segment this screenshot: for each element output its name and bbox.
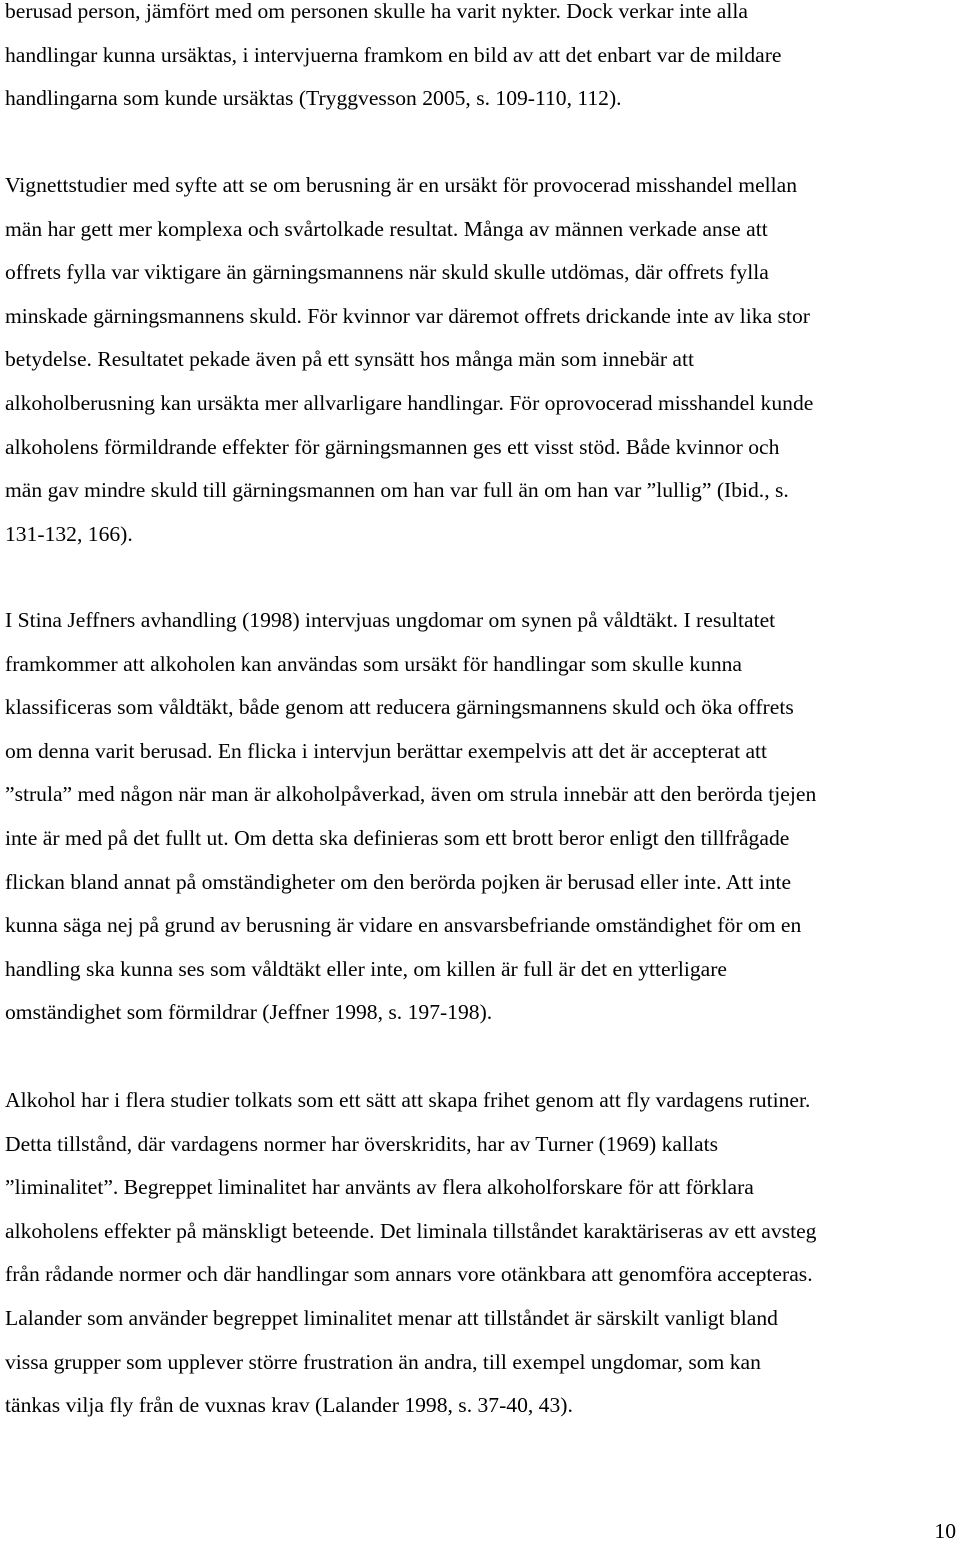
paragraph-tryggvesson [5,0,957,121]
text-line: framkommer att alkoholen kan användas som ursäkt för handlingar som skulle kunna [5,651,743,676]
text-line: ”strula” med någon när man är alkoholpåverkad, även om strula innebär att den berörda tjejen [5,782,817,807]
text-line: män gav mindre skuld till gärningsmannen om han var full än om han var ”lullig” (Ibid., s. [5,478,789,503]
text-line: inte är med på det fullt ut. Om detta ska definieras som ett brott beror enligt den tillfrågade [5,825,790,850]
text-line: betydelse. Resultatet pekade även på ett synsätt hos många män som innebär att [5,347,694,372]
text-line: från rådande normer och där handlingar som annars vore otänkbara att genomföra accepteras. [5,1262,813,1287]
text-line: ”liminalitet”. Begreppet liminalitet har använts av flera alkoholforskare för att förklara [5,1175,754,1200]
text-line: tänkas vilja fly från de vuxnas krav (Lalander 1998, s. 37-40, 43). [5,1393,573,1418]
text-line: Lalander som använder begreppet liminalitet menar att tillståndet är särskilt vanligt bland [5,1305,778,1330]
text-line: Vignettstudier med syfte att se om berusning är en ursäkt för provocerad misshandel mellan [5,173,798,197]
page-number: 10 [934,1519,956,1543]
text-line: alkoholberusning kan ursäkta mer allvarligare handlingar. För oprovocerad misshandel kunde [5,390,814,415]
text-line: berusad person, jämfört med om personen skulle ha varit nykter. Dock verkar inte alla [5,0,748,23]
text-line: flickan bland annat på omständigheter om den berörda pojken är berusad eller inte. Att inte [5,869,792,894]
text-line: om denna varit berusad. En flicka i intervjun berättar exempelvis att det är accepterat att [5,738,768,763]
paragraph-vignettstudier [5,164,957,556]
text-line: alkoholens effekter på mänskligt beteende. Det liminala tillståndet karaktäriseras av ett avsteg [5,1218,817,1243]
text-line: I Stina Jeffners avhandling (1998) intervjuas ungdomar om synen på våldtäkt. I resultatet [5,608,776,632]
text-line: omständighet som förmildrar (Jeffner 1998, s. 197-198). [5,1000,493,1025]
text-line: Alkohol har i flera studier tolkats som ett sätt att skapa frihet genom att fly vardagens rutiner. [5,1088,811,1112]
paragraph-jeffner [5,599,957,1035]
text-line: vissa grupper som upplever större frustration än andra, till exempel ungdomar, som kan [5,1349,761,1374]
text-line: Detta tillstånd, där vardagens normer har överskridits, har av Turner (1969) kallats [5,1131,719,1156]
text-line: handlingar kunna ursäktas, i intervjuerna framkom en bild av att det enbart var de mildare [5,42,782,67]
text-line: klassificeras som våldtäkt, både genom att reducera gärningsmannens skuld och öka offrets [5,695,794,720]
text-line: alkoholens förmildrande effekter för gärningsmannen ges ett visst stöd. Både kvinnor och [5,434,780,459]
text-line: 131-132, 166). [5,521,133,546]
text-line: minskade gärningsmannens skuld. För kvinnor var däremot offrets drickande inte av lika stor [5,303,810,328]
text-line: handling ska kunna ses som våldtäkt eller inte, om killen är full är det en ytterligare [5,956,727,981]
text-line: handlingarna som kunde ursäktas (Tryggvesson 2005, s. 109-110, 112). [5,86,622,111]
paragraph-liminalitet [5,1079,957,1428]
text-line: offrets fylla var viktigare än gärningsmannens när skuld skulle utdömas, där offrets fylla [5,260,769,285]
text-line: kunna säga nej på grund av berusning är vidare en ansvarsbefriande omständighet för om en [5,913,802,938]
text-line: män har gett mer komplexa och svårtolkade resultat. Många av männen verkade anse att [5,216,768,241]
